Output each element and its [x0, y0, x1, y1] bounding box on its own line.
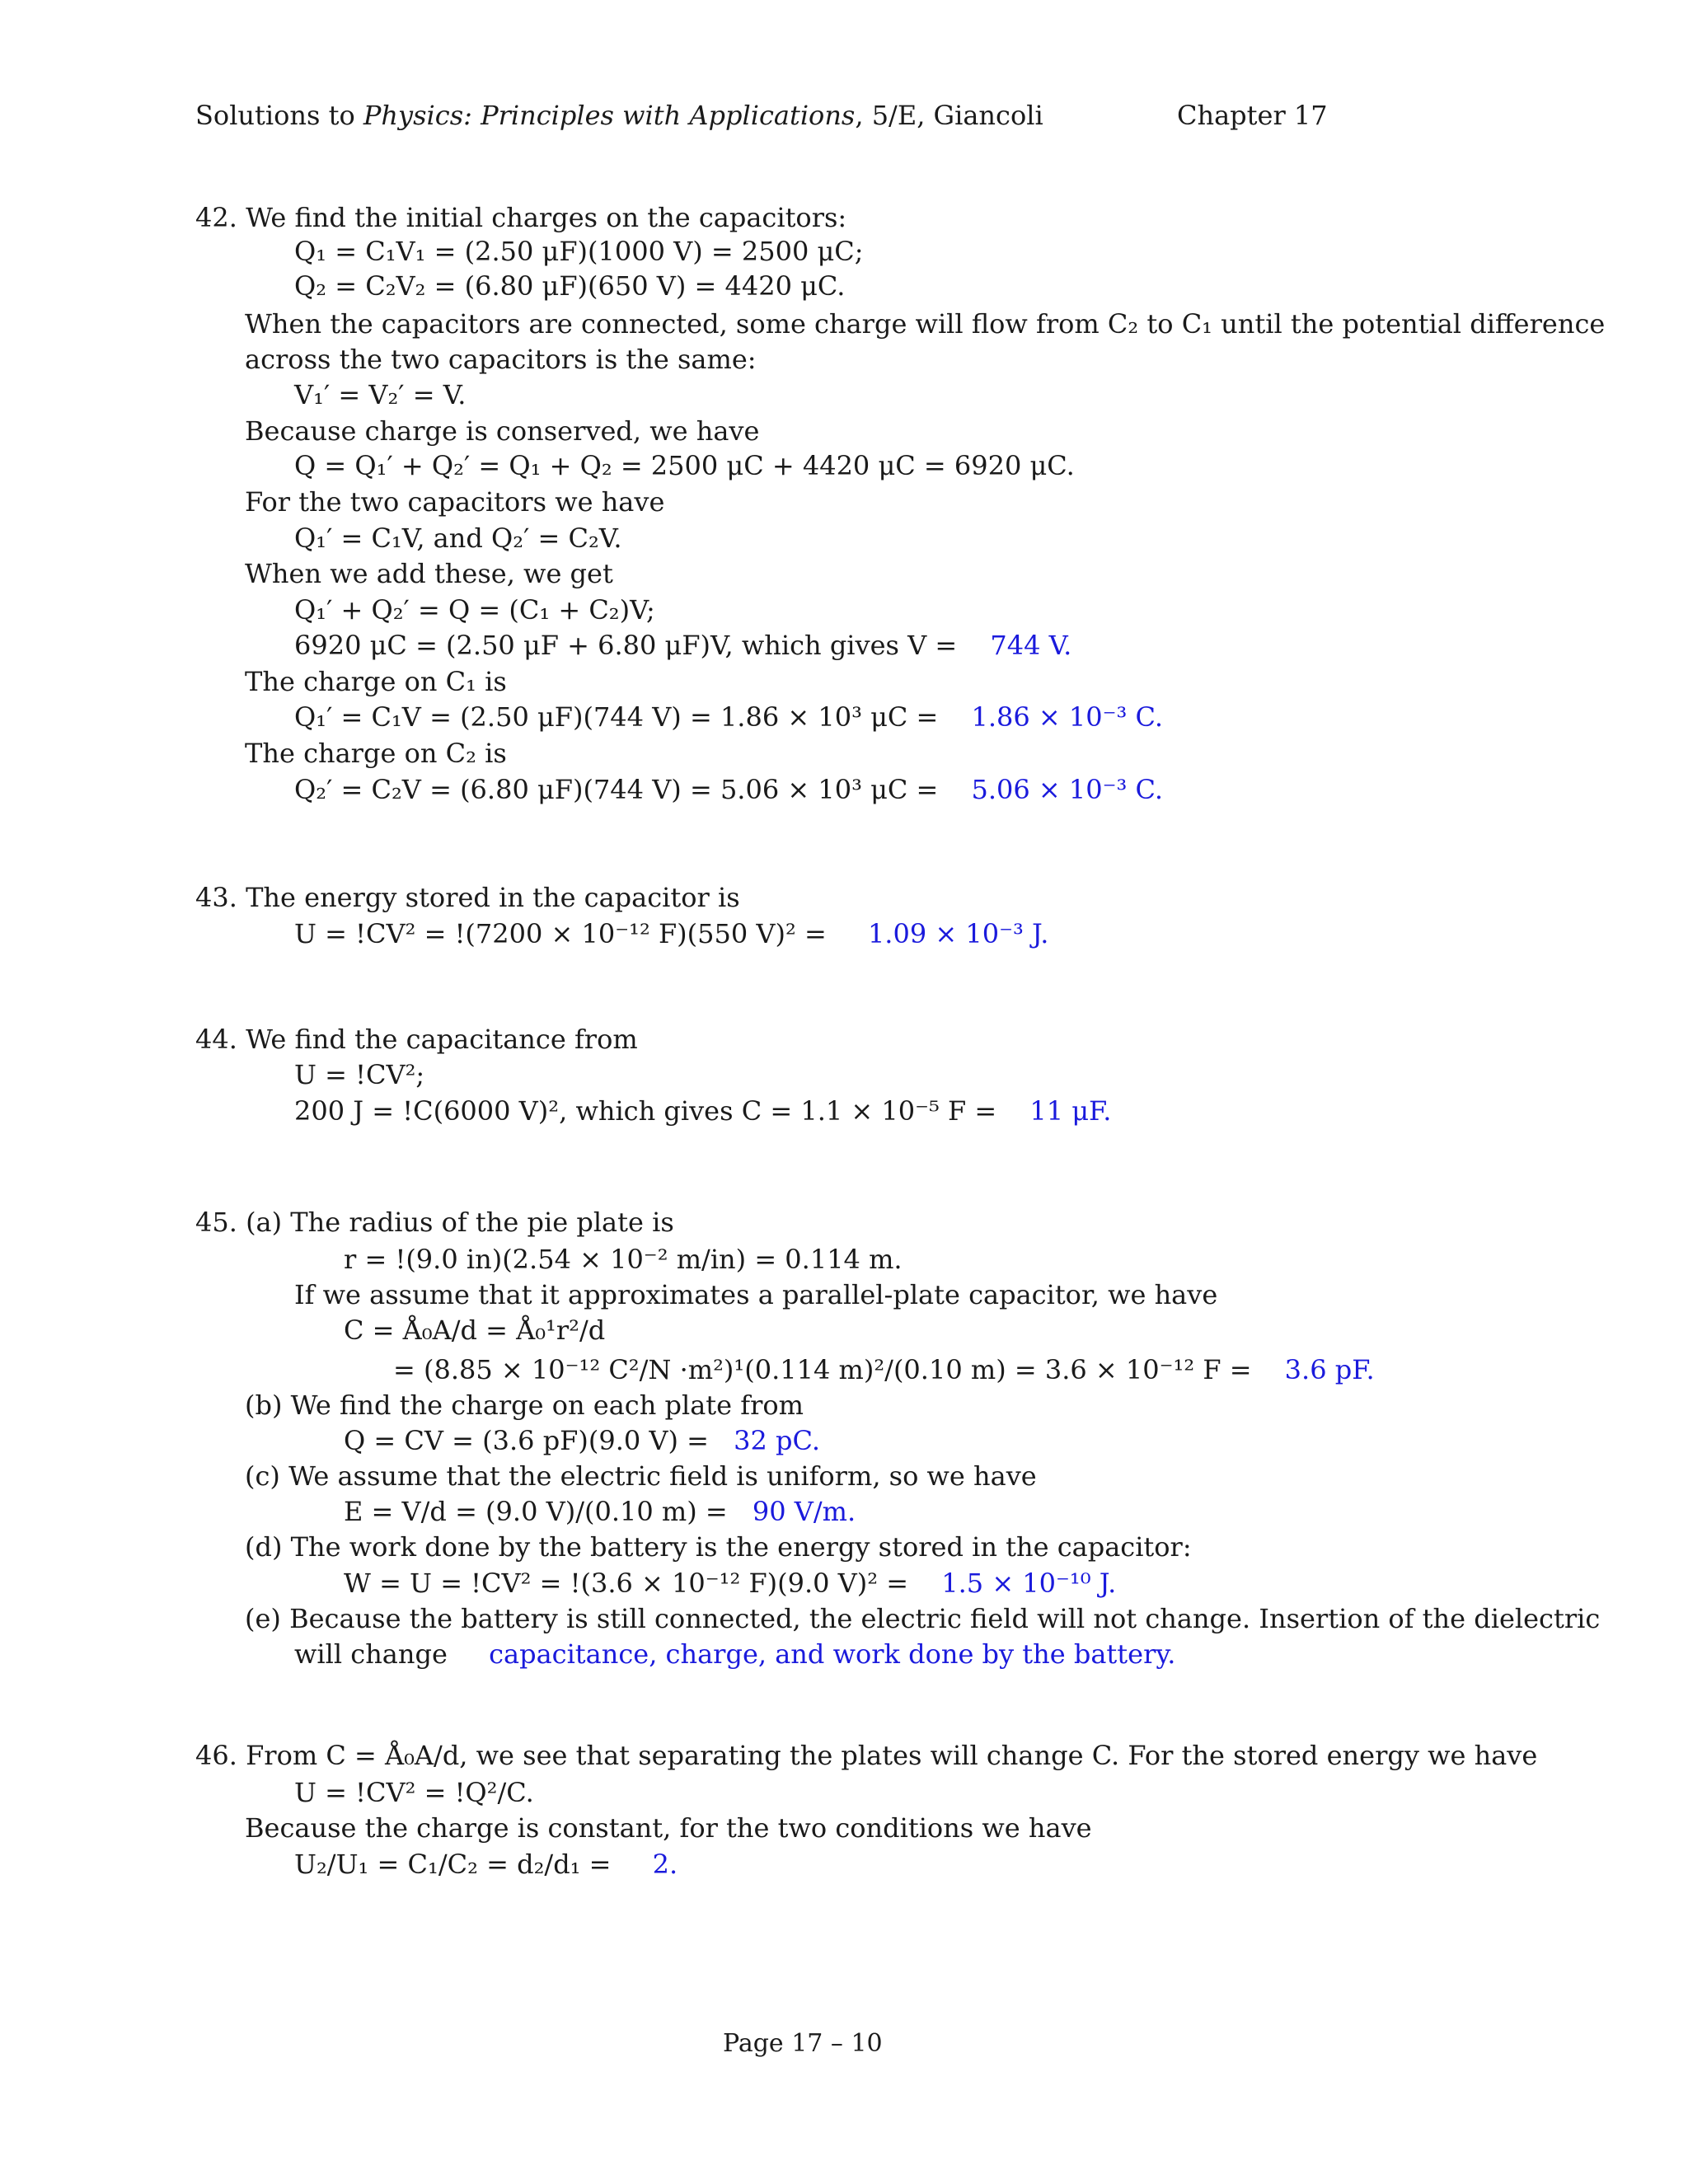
p42-eq8: [294, 701, 1163, 733]
p45e-text1: (e) Because the battery is still connected, the electric field will not change. Insertion of the dielectric: [245, 1603, 1601, 1634]
p45c-eq-text: E = V/d = (9.0 V)/(0.10 m) =: [344, 1496, 736, 1527]
p45c-answer: 90 V/m.: [752, 1496, 856, 1527]
p45d-eq: [344, 1567, 1116, 1600]
p42-eq7-text: 6920 μC = (2.50 μF + 6.80 μF)V, which gives V =: [294, 630, 966, 661]
p46-intro: 46. From C = Å₀A/d, we see that separating the plates will change C. For the stored energy we have: [195, 1740, 1538, 1771]
p42-eq7: [294, 629, 1071, 662]
p42-answer-v: 744 V.: [990, 630, 1072, 661]
p45e-answer: capacitance, charge, and work done by the battery.: [489, 1638, 1176, 1670]
p45e-text2-text: will change: [294, 1638, 457, 1670]
p42-eq5: Q₁′ = C₁V, and Q₂′ = C₂V.: [294, 523, 622, 554]
p43-answer: 1.09 × 10⁻³ J.: [867, 918, 1049, 949]
p45b-eq-text: Q = CV = (3.6 pF)(9.0 V) =: [344, 1425, 718, 1456]
p45b-intro: (b) We find the charge on each plate from: [245, 1390, 804, 1421]
p42-eq8-text: Q₁′ = C₁V = (2.50 μF)(744 V) = 1.86 × 10³ μC =: [294, 701, 947, 733]
p42-eq9: [294, 773, 1163, 806]
header-prefix: Solutions to: [195, 100, 363, 131]
p45-eq3-text: = (8.85 × 10⁻¹² C²/N ·m²)¹(0.114 m)²/(0.10 m) = 3.6 × 10⁻¹² F =: [393, 1354, 1260, 1385]
header-chapter: Chapter 17: [1177, 100, 1328, 131]
p42-answer-q2: 5.06 × 10⁻³ C.: [971, 774, 1164, 805]
header-left: [195, 99, 1043, 132]
p42-text5: When we add these, we get: [245, 558, 613, 589]
p44-intro: 44. We find the capacitance from: [195, 1024, 638, 1055]
p46-eq2: [294, 1848, 678, 1881]
p45e-text2: [294, 1638, 1175, 1671]
p45b-answer: 32 pC.: [734, 1425, 821, 1456]
p42-eq2: Q₂ = C₂V₂ = (6.80 μF)(650 V) = 4420 μC.: [294, 270, 846, 302]
p45-eq3: [393, 1353, 1375, 1386]
p43-eq1-text: U = !CV² = !(7200 × 10⁻¹² F)(550 V)² =: [294, 918, 835, 949]
p42-answer-q1: 1.86 × 10⁻³ C.: [971, 701, 1164, 733]
header-book-title: Physics: Principles with Applications: [363, 100, 856, 131]
p42-text6: The charge on C₁ is: [245, 666, 507, 697]
p42-eq9-text: Q₂′ = C₂V = (6.80 μF)(744 V) = 5.06 × 10³ μC =: [294, 774, 947, 805]
p45d-intro: (d) The work done by the battery is the energy stored in the capacitor:: [245, 1531, 1192, 1563]
p44-answer: 11 μF.: [1029, 1095, 1112, 1127]
p44-eq2-text: 200 J = !C(6000 V)², which gives C = 1.1 × 10⁻⁵ F =: [294, 1095, 1006, 1127]
p45-intro: 45. (a) The radius of the pie plate is: [195, 1207, 674, 1238]
p46-eq2-text: U₂/U₁ = C₁/C₂ = d₂/d₁ =: [294, 1849, 620, 1880]
p42-eq3: V₁′ = V₂′ = V.: [294, 379, 467, 410]
p46-eq1: U = !CV² = !Q²/C.: [294, 1777, 534, 1808]
p46-text1: Because the charge is constant, for the two conditions we have: [245, 1812, 1092, 1844]
page-number: Page 17 – 10: [723, 2029, 883, 2058]
p42-text2: across the two capacitors is the same:: [245, 344, 757, 375]
p42-eq6: Q₁′ + Q₂′ = Q = (C₁ + C₂)V;: [294, 594, 655, 626]
p44-eq2: [294, 1094, 1111, 1127]
p42-text4: For the two capacitors we have: [245, 486, 665, 518]
p45a-answer: 3.6 pF.: [1284, 1354, 1375, 1385]
p45d-answer: 1.5 × 10⁻¹⁰ J.: [941, 1568, 1117, 1599]
p45-eq2: C = Å₀A/d = Å₀¹r²/d: [344, 1315, 606, 1346]
p42-eq4: Q = Q₁′ + Q₂′ = Q₁ + Q₂ = 2500 μC + 4420 μC = 6920 μC.: [294, 450, 1075, 481]
p45-eq1: r = !(9.0 in)(2.54 × 10⁻² m/in) = 0.114 m.: [344, 1244, 903, 1275]
p42-text7: The charge on C₂ is: [245, 738, 507, 769]
header-suffix: , 5/E, Giancoli: [855, 100, 1043, 131]
p45-text1: If we assume that it approximates a parallel-plate capacitor, we have: [294, 1279, 1218, 1310]
p45b-eq: [344, 1424, 820, 1457]
p45c-intro: (c) We assume that the electric field is uniform, so we have: [245, 1460, 1037, 1492]
p44-eq1: U = !CV²;: [294, 1059, 425, 1090]
p42-text1: When the capacitors are connected, some charge will flow from C₂ to C₁ until the potential difference: [245, 308, 1606, 340]
p42-text3: Because charge is conserved, we have: [245, 415, 760, 447]
p43-eq1: [294, 917, 1048, 950]
p45d-eq-text: W = U = !CV² = !(3.6 × 10⁻¹² F)(9.0 V)² =: [344, 1568, 917, 1599]
p43-intro: 43. The energy stored in the capacitor is: [195, 882, 740, 913]
p45c-eq: [344, 1495, 856, 1528]
p42-intro: 42. We find the initial charges on the capacitors:: [195, 202, 847, 233]
p46-answer: 2.: [652, 1849, 678, 1880]
p42-eq1: Q₁ = C₁V₁ = (2.50 μF)(1000 V) = 2500 μC;: [294, 236, 864, 267]
